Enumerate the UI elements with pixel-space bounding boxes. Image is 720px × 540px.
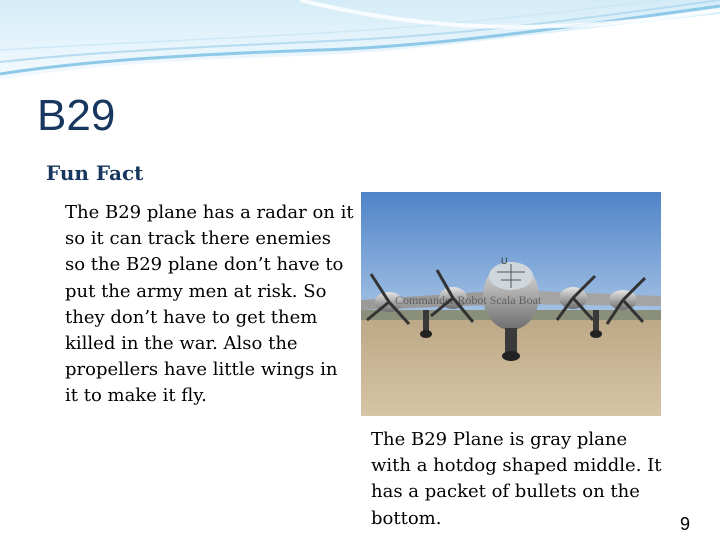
svg-text:U: U (501, 256, 508, 266)
fun-fact-body: The B29 plane has a radar on it so it can track there enemies so the B29 plane don’t have to put the army men at risk. So they don’t have to get them killed in the war. Also the propellers have little wings in it to make it fly. (65, 202, 354, 407)
fun-fact-heading: Fun Fact (46, 161, 144, 185)
slide-title: B29 (37, 91, 116, 140)
page-number: 9 (680, 514, 691, 534)
photo-watermark: Commander Robot Scala Boat (395, 293, 542, 307)
b29-photo-illustration (361, 192, 661, 416)
photo-caption: The B29 Plane is gray plane with a hotdog shaped middle. It has a packet of bullets on the bottom. (371, 429, 662, 529)
b29-photo (361, 192, 661, 416)
header-swoosh-decoration (0, 0, 720, 90)
